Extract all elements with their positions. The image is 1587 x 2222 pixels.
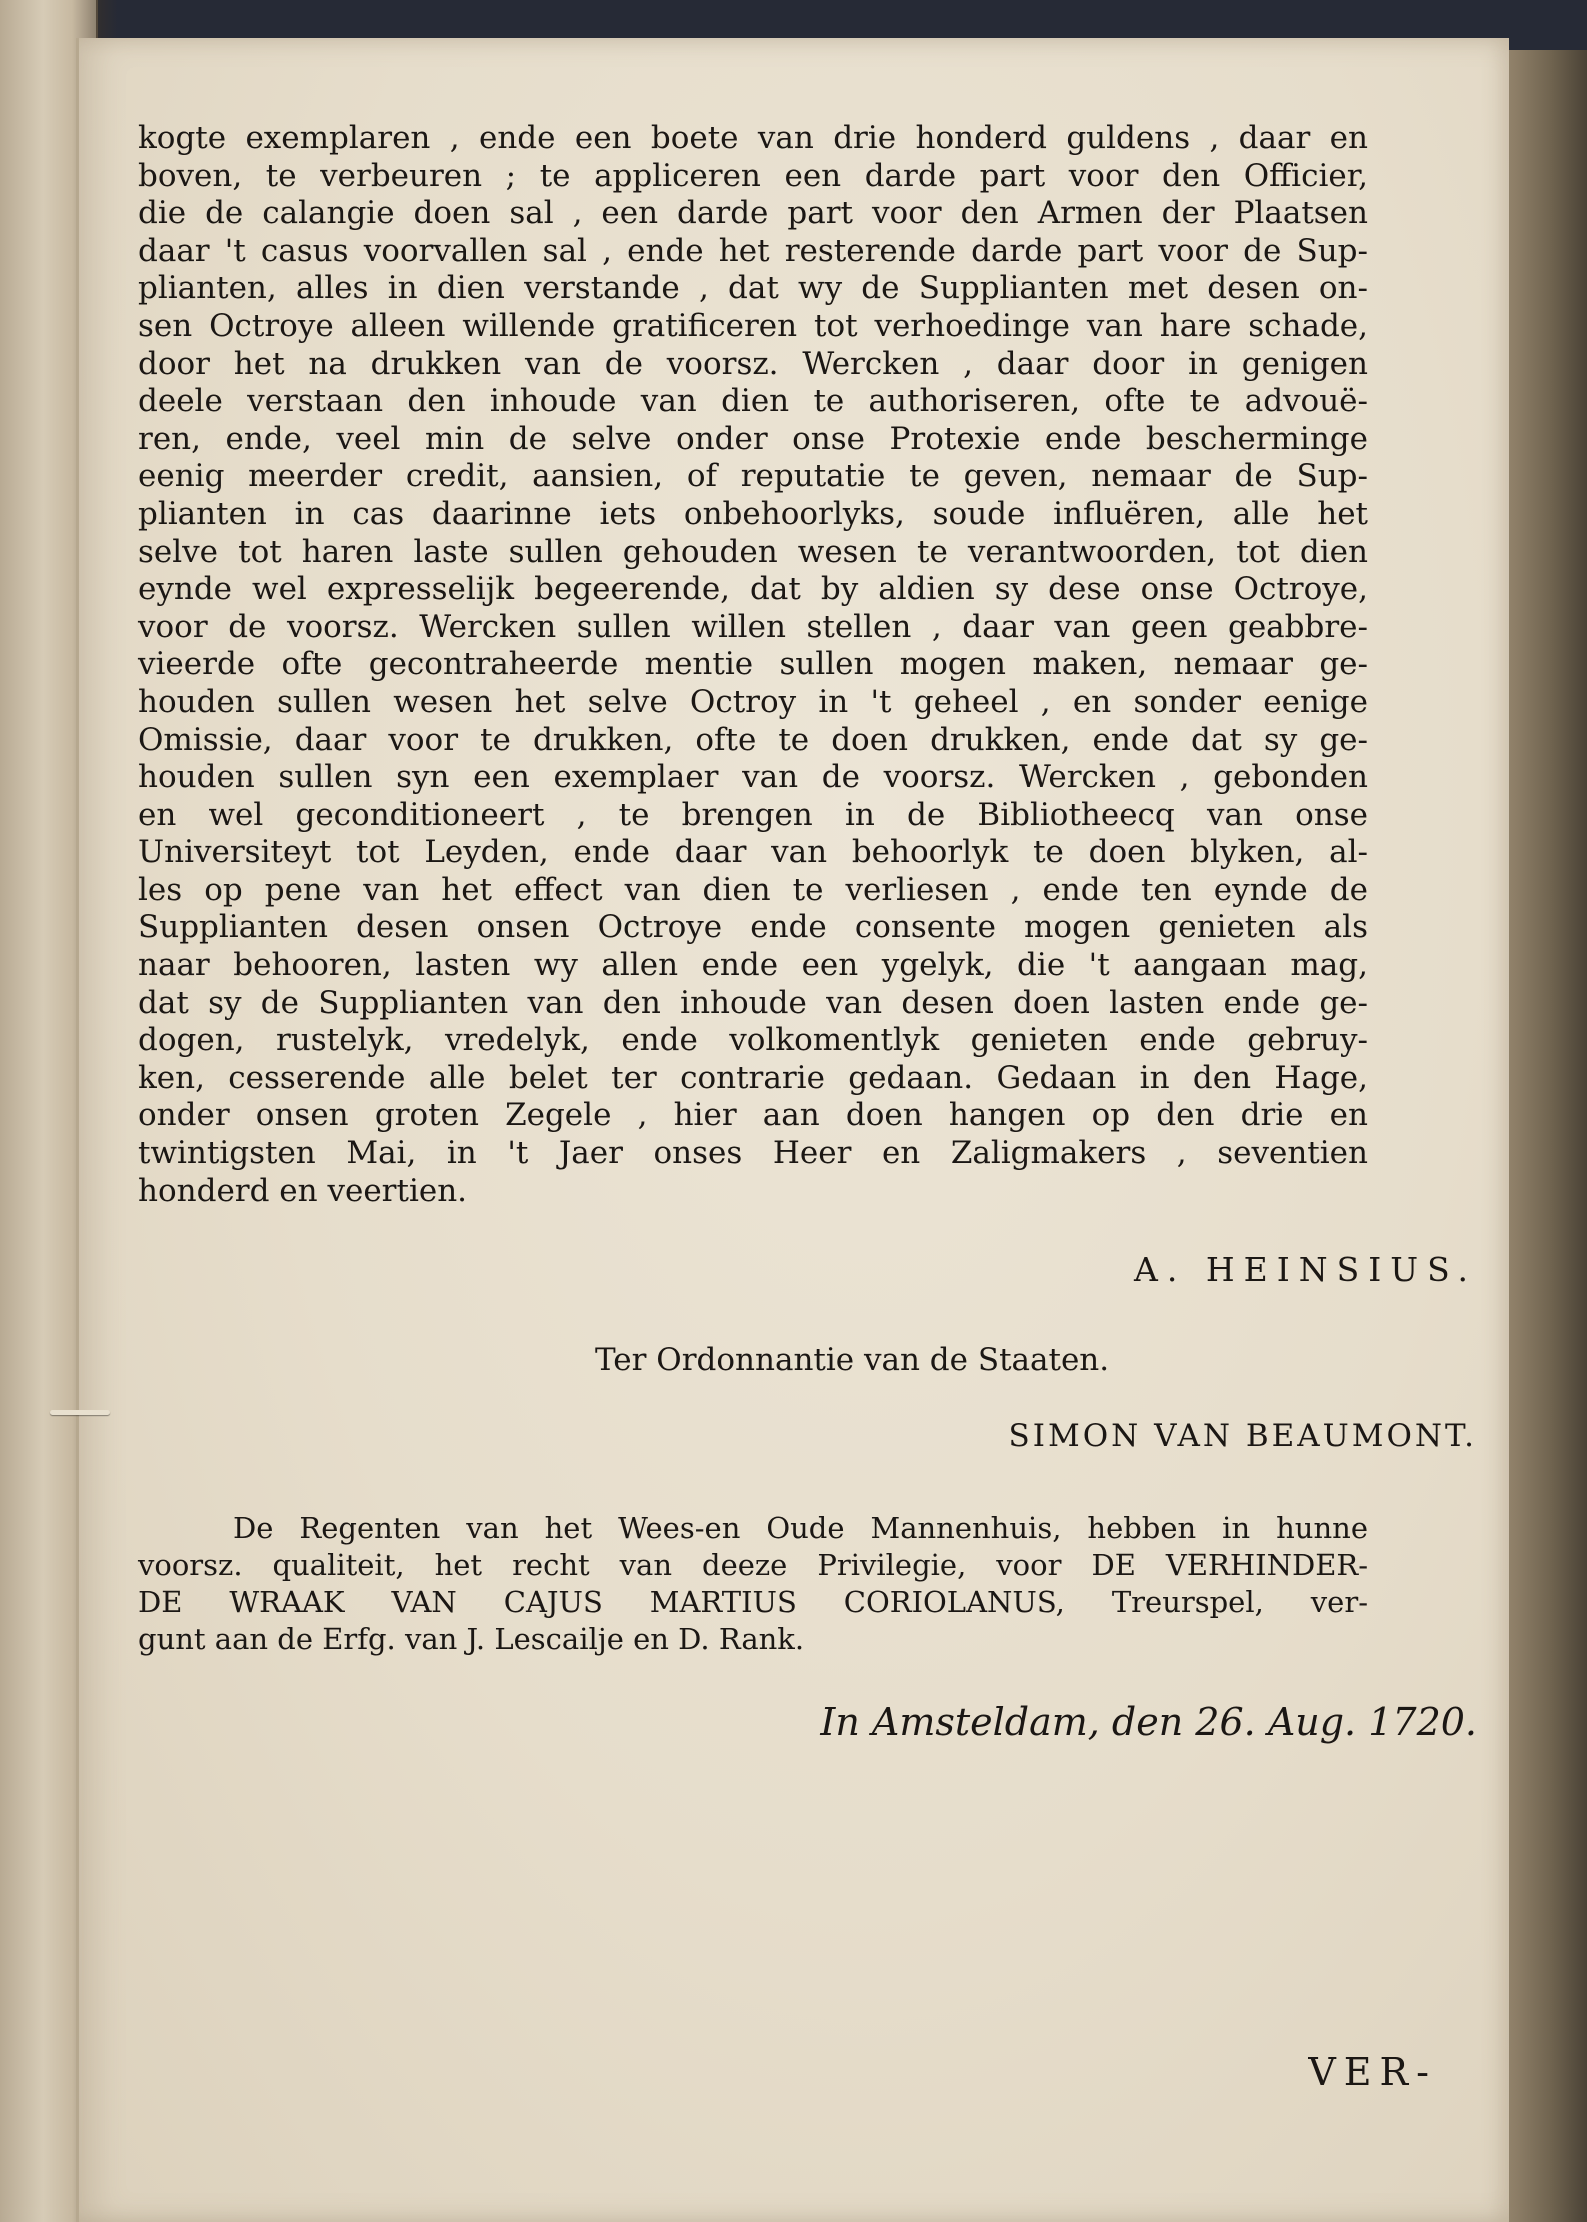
regenten-paragraph [138, 1510, 1368, 1658]
text-line: boven, te verbeuren ; te appliceren een darde part voor den Officier, [138, 157, 1368, 194]
text-line: voor de voorsz. Wercken sullen willen stellen , daar van geen geabbre- [138, 608, 1368, 645]
text-line: voorsz. qualiteit, het recht van deeze Privilegie, voor DE VERHINDER- [138, 1548, 1368, 1582]
place-date: In Amsteldam, den 26. Aug. 1720. [820, 1700, 1477, 1744]
text-line: sen Octroye alleen willende gratificeren tot verhoedinge van hare schade, [138, 307, 1368, 344]
text-line: daar 't casus voorvallen sal , ende het resterende darde part voor de Sup- [138, 232, 1368, 269]
text-line: honderd en veertien. [138, 1172, 468, 1209]
text-line: eynde wel expresselijk begeerende, dat by aldien sy dese onse Octroye, [138, 571, 1368, 608]
text-line: ren, ende, veel min de selve onder onse Protexie ende bescherminge [138, 420, 1368, 457]
text-line: De Regenten van het Wees-en Oude Mannenhuis, hebben in hunne [233, 1511, 1368, 1545]
catchword: VER- [1308, 2050, 1437, 2094]
text-line: deele verstaan den inhoude van dien te authoriseren, ofte te advouë- [138, 383, 1368, 420]
text-line: vieerde ofte gecontraheerde mentie sullen mogen maken, nemaar ge- [138, 646, 1368, 683]
text-line: houden sullen wesen het selve Octroy in 't geheel , en sonder eenige [138, 683, 1368, 720]
text-line: DE WRAAK VAN CAJUS MARTIUS CORIOLANUS, Treurspel, ver- [138, 1585, 1368, 1619]
text-line: selve tot haren laste sullen gehouden wesen te verantwoorden, tot dien [138, 533, 1368, 570]
text-line: kogte exemplaren , ende een boete van drie honderd guldens , daar en [138, 120, 1368, 156]
text-line: ken, cesserende alle belet ter contrarie gedaan. Gedaan in den Hage, [138, 1059, 1368, 1096]
text-line: les op pene van het effect van dien te verliesen , ende ten eynde de [138, 871, 1368, 908]
ordonnantie-line: Ter Ordonnantie van de Staaten. [595, 1342, 1110, 1378]
signature-heinsius: A. HEINSIUS. [1134, 1250, 1477, 1289]
text-line: twintigsten Mai, in 't Jaer onses Heer en Zaligmakers , seventien [138, 1135, 1368, 1172]
text-line: gunt aan de Erfg. van J. Lescailje en D. Rank. [138, 1622, 805, 1656]
text-line: en wel geconditioneert , te brengen in de Bibliotheecq van onse [138, 796, 1368, 833]
text-line: Supplianten desen onsen Octroye ende consente mogen genieten als [138, 909, 1368, 946]
privilege-text [138, 120, 1368, 1210]
signature-beaumont: SIMON VAN BEAUMONT. [1008, 1418, 1477, 1454]
text-line: die de calangie doen sal , een darde part voor den Armen der Plaatsen [138, 195, 1368, 232]
text-line: door het na drukken van de voorsz. Wercken , daar door in genigen [138, 345, 1368, 382]
text-line: eenig meerder credit, aansien, of reputatie te geven, nemaar de Sup- [138, 458, 1368, 495]
text-line: onder onsen groten Zegele , hier aan doen hangen op den drie en [138, 1097, 1368, 1134]
text-line: Universiteyt tot Leyden, ende daar van behoorlyk te doen blyken, al- [138, 834, 1368, 871]
text-line: Omissie, daar voor te drukken, ofte te doen drukken, ende dat sy ge- [138, 721, 1368, 758]
text-line: dogen, rustelyk, vredelyk, ende volkomentlyk genieten ende gebruy- [138, 1022, 1368, 1059]
text-line: houden sullen syn een exemplaer van de voorsz. Wercken , gebonden [138, 759, 1368, 796]
text-line: plianten, alles in dien verstande , dat wy de Supplianten met desen on- [138, 270, 1368, 307]
text-line: dat sy de Supplianten van den inhoude van desen doen lasten ende ge- [138, 984, 1368, 1021]
text-line: plianten in cas daarinne iets onbehoorlyks, soude influëren, alle het [138, 495, 1368, 532]
binding-thread [50, 1410, 110, 1415]
text-line: naar behooren, lasten wy allen ende een ygelyk, die 't aangaan mag, [138, 947, 1368, 984]
